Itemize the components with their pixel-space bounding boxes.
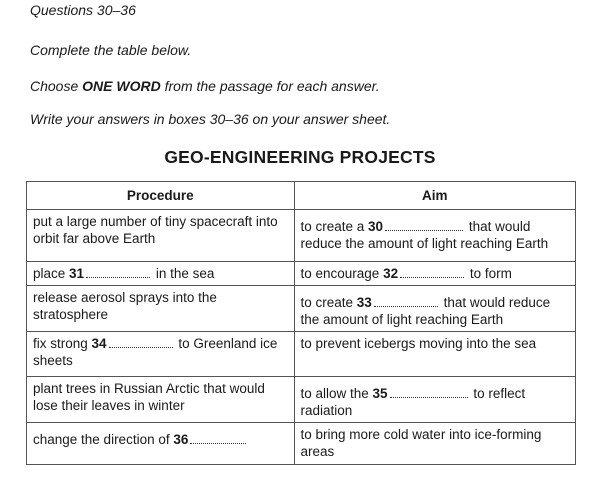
table-title: GEO-ENGINEERING PROJECTS [164, 147, 436, 167]
questions-label: Questions 30–36 [30, 2, 136, 18]
aim-cell [294, 286, 576, 332]
table-row [27, 262, 576, 286]
table-row [27, 377, 576, 423]
aim-cell [294, 262, 576, 286]
procedure-cell [27, 286, 295, 332]
procedure-text: release aerosol sprays into the stratosphere [33, 290, 217, 322]
header-procedure: Procedure [27, 182, 295, 210]
procedure-cell [27, 210, 295, 262]
question-number-35: 35 [372, 386, 388, 401]
procedure-text-pre: change the direction of [33, 432, 174, 447]
question-number-31: 31 [69, 266, 85, 281]
answer-blank-36[interactable] [190, 432, 246, 444]
aim-text-pre: to create a [300, 219, 369, 234]
aim-text: to prevent icebergs moving into the sea [300, 336, 537, 351]
question-number-32: 32 [383, 266, 399, 281]
table-row [27, 423, 576, 465]
question-number-36: 36 [173, 432, 189, 447]
procedure-cell [27, 262, 295, 286]
table-row [27, 210, 576, 262]
table-header-row [27, 182, 576, 210]
header-aim: Aim [294, 182, 576, 210]
procedure-cell [27, 332, 295, 377]
aim-cell [294, 332, 576, 377]
procedure-text-pre: fix strong [33, 336, 92, 351]
aim-text-post: that would reduce the amount of light reaching Earth [300, 295, 551, 327]
aim-text-pre: to allow the [300, 386, 373, 401]
instruction-choose-pre: Choose [30, 78, 83, 94]
question-number-33: 33 [356, 295, 372, 310]
aim-text-post: to form [466, 266, 512, 281]
answer-blank-34[interactable] [109, 336, 173, 348]
procedure-text: plant trees in Russian Arctic that would lose their leaves in winter [33, 381, 265, 413]
aim-text: to bring more cold water into ice-forming areas [300, 427, 542, 459]
procedure-text-post: in the sea [152, 266, 215, 281]
instruction-choose-post: from the passage for each answer. [160, 78, 380, 94]
aim-cell [294, 423, 576, 465]
procedure-cell [27, 377, 295, 423]
instruction-one-word: ONE WORD [82, 78, 161, 94]
answer-blank-31[interactable] [86, 266, 150, 278]
aim-text-pre: to encourage [300, 266, 384, 281]
aim-cell [294, 377, 576, 423]
procedure-text: put a large number of tiny spacecraft into orbit far above Earth [33, 214, 278, 246]
aim-text-post: that would reduce the amount of light reaching Earth [300, 219, 549, 251]
projects-table [26, 181, 576, 465]
answer-blank-30[interactable] [385, 219, 463, 231]
procedure-text-pre: place [33, 266, 70, 281]
aim-cell [294, 210, 576, 262]
table-row [27, 286, 576, 332]
instruction-complete-table: Complete the table below. [30, 42, 192, 58]
aim-text-post: to reflect radiation [300, 386, 526, 418]
procedure-text-post: to Greenland ice sheets [33, 336, 278, 368]
question-number-30: 30 [368, 219, 384, 234]
question-number-34: 34 [91, 336, 107, 351]
table-row [27, 332, 576, 377]
procedure-cell [27, 423, 295, 465]
answer-blank-33[interactable] [374, 295, 438, 307]
answer-blank-32[interactable] [400, 266, 464, 278]
aim-text-pre: to create [300, 295, 357, 310]
instruction-choose-one-word [30, 78, 380, 94]
answer-blank-35[interactable] [390, 386, 468, 398]
instruction-write-answers: Write your answers in boxes 30–36 on your answer sheet. [30, 111, 391, 127]
